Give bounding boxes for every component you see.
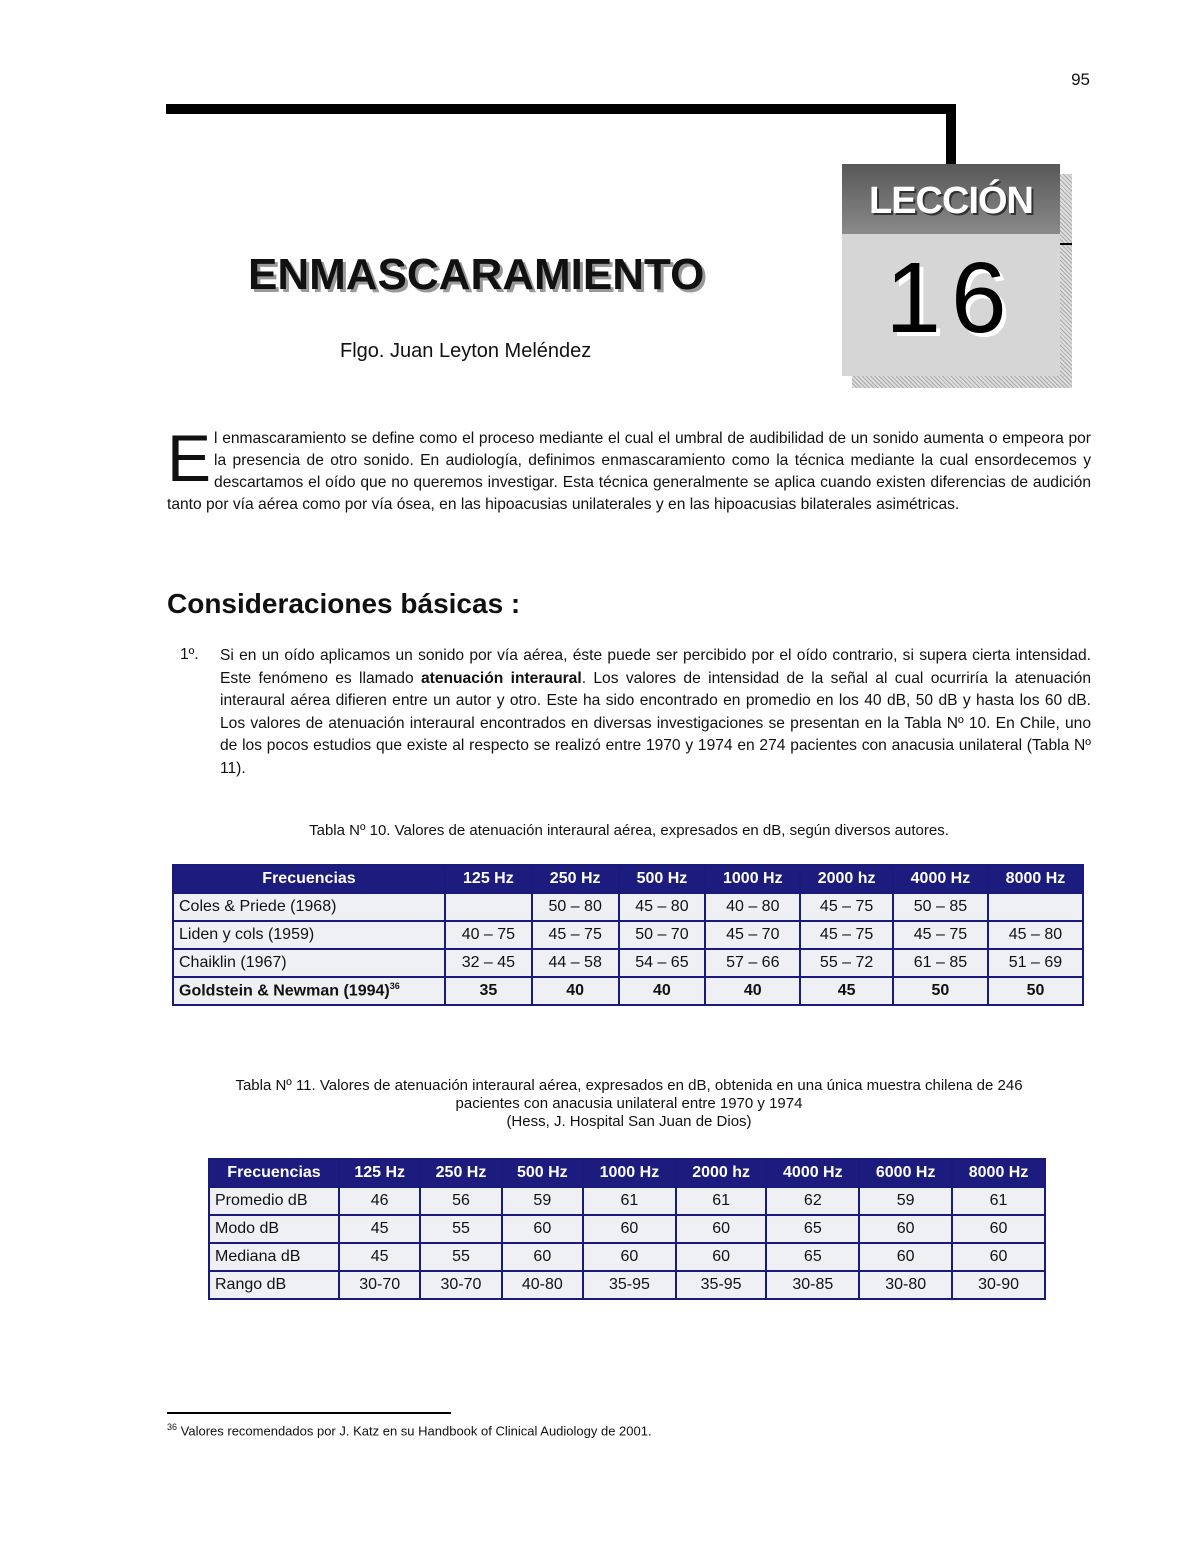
table-cell: 46 bbox=[339, 1187, 420, 1215]
footnote bbox=[167, 1422, 652, 1438]
intro-paragraph bbox=[167, 421, 1091, 516]
table-cell: 40-80 bbox=[502, 1271, 583, 1299]
table-row bbox=[209, 1215, 1045, 1243]
table-cell: 45 bbox=[800, 977, 893, 1005]
table-cell: 56 bbox=[420, 1187, 501, 1215]
table-row bbox=[209, 1243, 1045, 1271]
table-cell: 60 bbox=[502, 1243, 583, 1271]
table-cell: 51 – 69 bbox=[988, 949, 1083, 977]
table10-header-cell: 8000 Hz bbox=[988, 865, 1083, 893]
table11-header-cell: 125 Hz bbox=[339, 1159, 420, 1187]
table-row-label: Chaiklin (1967) bbox=[173, 949, 445, 977]
table-cell: 35-95 bbox=[583, 1271, 676, 1299]
table10-header-cell: 500 Hz bbox=[619, 865, 706, 893]
table-cell: 60 bbox=[859, 1243, 952, 1271]
table-cell: 50 bbox=[988, 977, 1083, 1005]
table-cell: 30-85 bbox=[766, 1271, 859, 1299]
table-cell: 40 bbox=[619, 977, 706, 1005]
table-cell: 65 bbox=[766, 1243, 859, 1271]
table-cell: 60 bbox=[952, 1215, 1045, 1243]
table-cell: 60 bbox=[502, 1215, 583, 1243]
table-row bbox=[173, 921, 1083, 949]
table-cell: 45 – 70 bbox=[705, 921, 800, 949]
table11-header-cell: 2000 hz bbox=[676, 1159, 767, 1187]
table-cell: 59 bbox=[859, 1187, 952, 1215]
table-cell: 30-70 bbox=[339, 1271, 420, 1299]
table-row-label-text: Goldstein & Newman (1994) bbox=[179, 982, 390, 1000]
table-row-label: Liden y cols (1959) bbox=[173, 921, 445, 949]
table-cell: 60 bbox=[583, 1215, 676, 1243]
table-row-label: Mediana dB bbox=[209, 1243, 339, 1271]
table-cell: 45 bbox=[339, 1243, 420, 1271]
table-cell: 50 bbox=[893, 977, 988, 1005]
table-cell: 45 – 75 bbox=[800, 893, 893, 921]
table-cell: 45 – 75 bbox=[532, 921, 619, 949]
table-cell: 50 – 70 bbox=[619, 921, 706, 949]
table-row-label: Promedio dB bbox=[209, 1187, 339, 1215]
table-cell: 60 bbox=[583, 1243, 676, 1271]
table-cell: 40 bbox=[705, 977, 800, 1005]
table-cell: 32 – 45 bbox=[445, 949, 532, 977]
table-row-label bbox=[173, 977, 445, 1005]
table10-header-row bbox=[173, 865, 1083, 893]
table11-header-cell: 1000 Hz bbox=[583, 1159, 676, 1187]
drop-cap: E bbox=[167, 421, 212, 495]
footnote-rule bbox=[167, 1412, 451, 1414]
table11-header-row bbox=[209, 1159, 1045, 1187]
table-cell: 40 – 80 bbox=[705, 893, 800, 921]
table-cell: 30-70 bbox=[420, 1271, 501, 1299]
table11-header-cell: 4000 Hz bbox=[766, 1159, 859, 1187]
lesson-number: 16 bbox=[885, 242, 1017, 354]
table-cell: 30-90 bbox=[952, 1271, 1045, 1299]
table10-header-cell: 4000 Hz bbox=[893, 865, 988, 893]
table-cell: 60 bbox=[676, 1215, 767, 1243]
table-cell: 55 – 72 bbox=[800, 949, 893, 977]
table-row-label: Rango dB bbox=[209, 1271, 339, 1299]
table-cell: 60 bbox=[859, 1215, 952, 1243]
table-cell: 40 bbox=[532, 977, 619, 1005]
section-heading: Consideraciones básicas : bbox=[167, 588, 521, 619]
table11-header-cell: Frecuencias bbox=[209, 1159, 339, 1187]
lesson-label: LECCIÓN bbox=[869, 180, 1033, 222]
table-cell: 54 – 65 bbox=[619, 949, 706, 977]
table-row bbox=[209, 1271, 1045, 1299]
table-row bbox=[173, 949, 1083, 977]
table11-caption-line: (Hess, J. Hospital San Juan de Dios) bbox=[506, 1113, 752, 1130]
table11-header-cell: 6000 Hz bbox=[859, 1159, 952, 1187]
table-cell: 61 – 85 bbox=[893, 949, 988, 977]
table-cell: 62 bbox=[766, 1187, 859, 1215]
footnote-text: Valores recomendados por J. Katz en su Handbook of Clinical Audiology de 2001. bbox=[180, 1423, 652, 1439]
table-cell: 35 bbox=[445, 977, 532, 1005]
table-cell: 61 bbox=[676, 1187, 767, 1215]
table10-caption: Tabla Nº 10. Valores de atenuación interaural aérea, expresados en dB, según diversos autores. bbox=[309, 822, 949, 839]
table-cell: 55 bbox=[420, 1243, 501, 1271]
table11-caption bbox=[167, 1077, 1091, 1131]
table-row-label: Coles & Priede (1968) bbox=[173, 893, 445, 921]
header-frame-top-rule bbox=[166, 104, 956, 114]
table-cell: 40 – 75 bbox=[445, 921, 532, 949]
table-cell: 61 bbox=[952, 1187, 1045, 1215]
table10-header-cell: 2000 hz bbox=[800, 865, 893, 893]
table-cell: 30-80 bbox=[859, 1271, 952, 1299]
footnote-mark: 36 bbox=[167, 1422, 178, 1432]
table-cell: 60 bbox=[952, 1243, 1045, 1271]
table-cell: 45 – 80 bbox=[619, 893, 706, 921]
table-cell: 59 bbox=[502, 1187, 583, 1215]
table11-caption-line: Tabla Nº 11. Valores de atenuación interaural aérea, expresados en dB, obtenida en una única muestra chilena de 246 bbox=[235, 1077, 1023, 1094]
table11 bbox=[208, 1158, 1046, 1300]
table-cell: 57 – 66 bbox=[705, 949, 800, 977]
table-cell: 50 – 85 bbox=[893, 893, 988, 921]
page-title: ENMASCARAMIENTO bbox=[248, 250, 705, 299]
table-row bbox=[173, 893, 1083, 921]
intro-text: l enmascaramiento se define como el proceso mediante el cual el umbral de audibilidad de un sonido aumenta o empeora por la presencia de otro sonido. En audiología, definimos enmascaramiento como la técnica mediante la cual ensordecemos y descartamos el oído que no queremos investigar. Esta técnica generalmente se aplica cuando existen diferencias de audición tanto por vía aérea como por vía ósea, en las hipoacusias unilaterales y en las hipoacusias bilaterales asimétricas. bbox=[167, 430, 1091, 513]
table-cell: 61 bbox=[583, 1187, 676, 1215]
table-row-label: Modo dB bbox=[209, 1215, 339, 1243]
table10-header-cell: 125 Hz bbox=[445, 865, 532, 893]
table10 bbox=[172, 864, 1084, 1006]
list-item-number: 1º. bbox=[180, 646, 199, 663]
table-row bbox=[173, 977, 1083, 1005]
table-cell: 50 – 80 bbox=[532, 893, 619, 921]
table-cell bbox=[445, 893, 532, 921]
table10-header-cell: 1000 Hz bbox=[705, 865, 800, 893]
header-frame-right-rule bbox=[946, 104, 956, 166]
table11-header-cell: 250 Hz bbox=[420, 1159, 501, 1187]
author-line: Flgo. Juan Leyton Meléndez bbox=[340, 340, 592, 362]
page-number: 95 bbox=[1071, 70, 1090, 89]
list-item-text-after: . Los valores de intensidad de la señal al cual ocurriría la atenuación interaural aérea difieren entre un autor y otro. Este ha sido encontrado en promedio en los 40 dB, 50 dB y hasta los 60 dB. Los valores de atenuación interaural encontrados en diversas investigaciones se presentan en la Tabla Nº 10. En Chile, uno de los pocos estudios que existe al respecto se realizó entre 1970 y 1974 en 274 pacientes con anacusia unilateral (Tabla Nº 11). bbox=[220, 669, 1091, 777]
table10-header-cell: Frecuencias bbox=[173, 865, 445, 893]
bold-term: atenuación interaural bbox=[420, 669, 582, 687]
table10-header-cell: 250 Hz bbox=[532, 865, 619, 893]
list-item-text-before: Si en un oído aplicamos un sonido por vía aérea, éste puede ser percibido por el oído contrario, si supera cierta intensidad. Este fenómeno es llamado bbox=[220, 647, 1091, 687]
table11-header-cell: 8000 Hz bbox=[952, 1159, 1045, 1187]
table-cell: 45 – 75 bbox=[800, 921, 893, 949]
table-cell: 60 bbox=[676, 1243, 767, 1271]
table-row bbox=[209, 1187, 1045, 1215]
table-cell bbox=[988, 893, 1083, 921]
table-cell: 65 bbox=[766, 1215, 859, 1243]
footnote-reference: 36 bbox=[389, 981, 400, 992]
table11-header-cell: 500 Hz bbox=[502, 1159, 583, 1187]
table-cell: 55 bbox=[420, 1215, 501, 1243]
table-cell: 44 – 58 bbox=[532, 949, 619, 977]
table-cell: 45 – 75 bbox=[893, 921, 988, 949]
table-cell: 35-95 bbox=[676, 1271, 767, 1299]
table-cell: 45 bbox=[339, 1215, 420, 1243]
lesson-box-rule bbox=[1060, 243, 1072, 245]
table-cell: 45 – 80 bbox=[988, 921, 1083, 949]
list-item-text bbox=[220, 645, 1091, 780]
table11-caption-line: pacientes con anacusia unilateral entre 1970 y 1974 bbox=[455, 1095, 803, 1112]
